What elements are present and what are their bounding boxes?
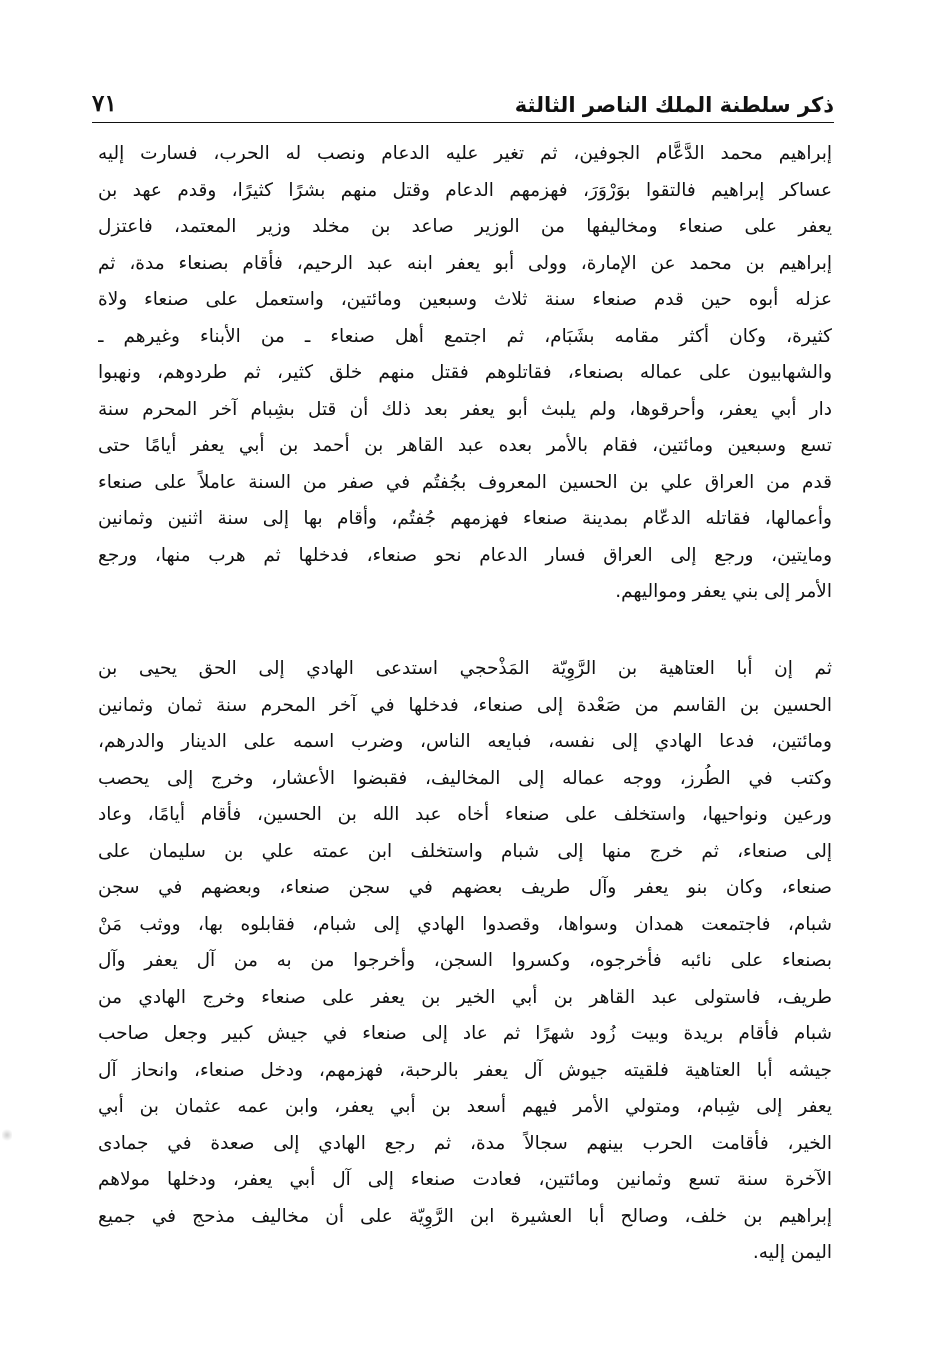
- text-line: بصنعاء على نائبه فأخرجوه، وكسروا السجن، وأخرجوا من به من آل يعفر وآل: [98, 950, 832, 971]
- text-line: يعفر على صنعاء ومخاليفها من الوزير صاعد بن مخلد وزير المعتمد، فاعتزل: [98, 216, 832, 237]
- text-line: عزله أبوه حين قدم صنعاء سنة ثلاث وسبعين ومائتين، واستعمل على صنعاء ولاة: [98, 289, 832, 310]
- text-line: وكتب في الطُرز، ووجه عماله إلى المخاليف، فقبضوا الأعشار، وخرج إلى يحصب: [98, 767, 832, 789]
- text-line: الأمر إلى بني يعفر ومواليهم.: [615, 581, 832, 602]
- text-line: قدم من العراق علي بن الحسين المعروف بجُفتُم في صفر من السنة عاملاً على صنعاء: [98, 471, 832, 493]
- text-line: ومايتين، ورجع إلى العراق فسار الدعام نحو صنعاء، فدخلها ثم هرب منها، ورجع: [98, 544, 832, 566]
- text-line: الخير، فأقامت الحرب بينهم سجالاً مدة، ثم رجع الهادي إلى صعدة في جمادى: [98, 1132, 832, 1154]
- text-line: إلى صنعاء، ثم خرج منها إلى شبام واستخلف ابن عمته علي بن سليمان على: [98, 840, 832, 862]
- text-line: ورعين ونواحيها، واستخلف على صنعاء أخاه عبد الله بن الحسين، فأقام أيامًا، وعاد: [98, 804, 832, 825]
- scan-speck: [2, 1128, 12, 1142]
- text-line: الحسين بن القاسم من صَعْدة إلى صنعاء، فدخلها في آخر المحرم سنة ثمان وثمانين: [98, 694, 832, 716]
- page-number: ٧١: [92, 90, 117, 117]
- text-line: جيشه أبا العتاهية فلقيته جيوش آل يعفر بالرحبة، فهزمهم، ودخل صنعاء، وانحاز آل: [98, 1059, 832, 1081]
- text-line: يعفر إلى شِبام، ومتولي الأمر فيهم أسعد بن أبي يعفر، وابن عمه عثمان بن أبي: [98, 1096, 832, 1117]
- text-line: عساكر إبراهيم فالتقوا بوَرْوَرَ، فهزمهم الدعام وقتل منهم بشرًا كثيرًا، وقدم عهد بن: [98, 179, 832, 201]
- text-line: ثم إن أبا العتاهية بن الرَّوِيّة المَذْحجي استدعى الهادي إلى الحق يحيى بن: [98, 658, 832, 679]
- text-line: والشهابيون على عماله بصنعاء، فقاتلوهم فقتل منهم خلق كثير، ثم طردوهم، ونهبوا: [98, 362, 832, 383]
- paragraph-1: [98, 136, 832, 611]
- text-line: إبراهيم بن خلف، وصالح أبا العشيرة ابن الرَّوِيّة على أن مخاليف مذحج في جميع: [98, 1205, 832, 1227]
- page-header: [92, 86, 834, 123]
- text-line: ومائتين، فدعا الهادي إلى نفسه، فبايعه الناس، وضرب اسمه على الدينار والدرهم،: [98, 731, 832, 752]
- text-line: شبام، فاجتمعت همدان وسواها، وقصدوا الهادي إلى شبام، فقابلوه بها، ووثب مَنْ: [98, 913, 832, 935]
- text-line: طريف، فاستولى عبد القاهر بن أبي الخير بن يعفر على صنعاء وخرج الهادي من: [98, 986, 832, 1008]
- text-line: إبراهيم بن محمد عن الإمارة، وولى أبو يعفر ابنه عبد الرحيم، فأقام بصنعاء مدة، ثم: [98, 252, 832, 274]
- running-title: ذكر سلطنة الملك الناصر الثالثة: [514, 93, 834, 117]
- text-line: اليمن إليه.: [752, 1242, 832, 1263]
- text-line: وأعمالها، فقاتله الدعّام بمدينة صنعاء فهزمهم جُفتُم، وأقام بها إلى سنة اثنين وثمانين: [98, 508, 832, 529]
- text-line: دار أبي يعفر، وأحرقوها، ولم يلبث أبو يعفر بعد ذلك أن قتل بشِبام آخر المحرم سنة: [98, 398, 832, 420]
- text-line: شبام فأقام بريدة وبيت زُود شهرًا ثم عاد إلى صنعاء في جيش كبير وجعل صاحب: [98, 1023, 832, 1044]
- text-line: كثيرة، وكان أكثر مقامه بشَبَام، ثم اجتمع أهل صنعاء ـ من الأبناء وغيرهم ـ: [98, 325, 832, 347]
- text-line: تسع وسبعين ومائتين، فقام بالأمر بعده عبد القاهر بن أحمد بن أبي يعفر أيامًا حتى: [98, 435, 832, 456]
- text-line: صنعاء، وكان بنو يعفر وآل طريف بعضهم في سجن صنعاء، وبعضهم في سجن: [98, 877, 832, 898]
- paragraph-2: [98, 651, 832, 1272]
- text-line: الآخرة سنة تسع وثمانين ومائتين، فعادت صنعاء إلى آل أبي يعفر، ودخلها مولاهم: [98, 1169, 832, 1190]
- text-line: إبراهيم محمد الدَّعَّام الجوفين، ثم تغير عليه الدعام ونصب له الحرب، فسارت إليه: [98, 143, 832, 164]
